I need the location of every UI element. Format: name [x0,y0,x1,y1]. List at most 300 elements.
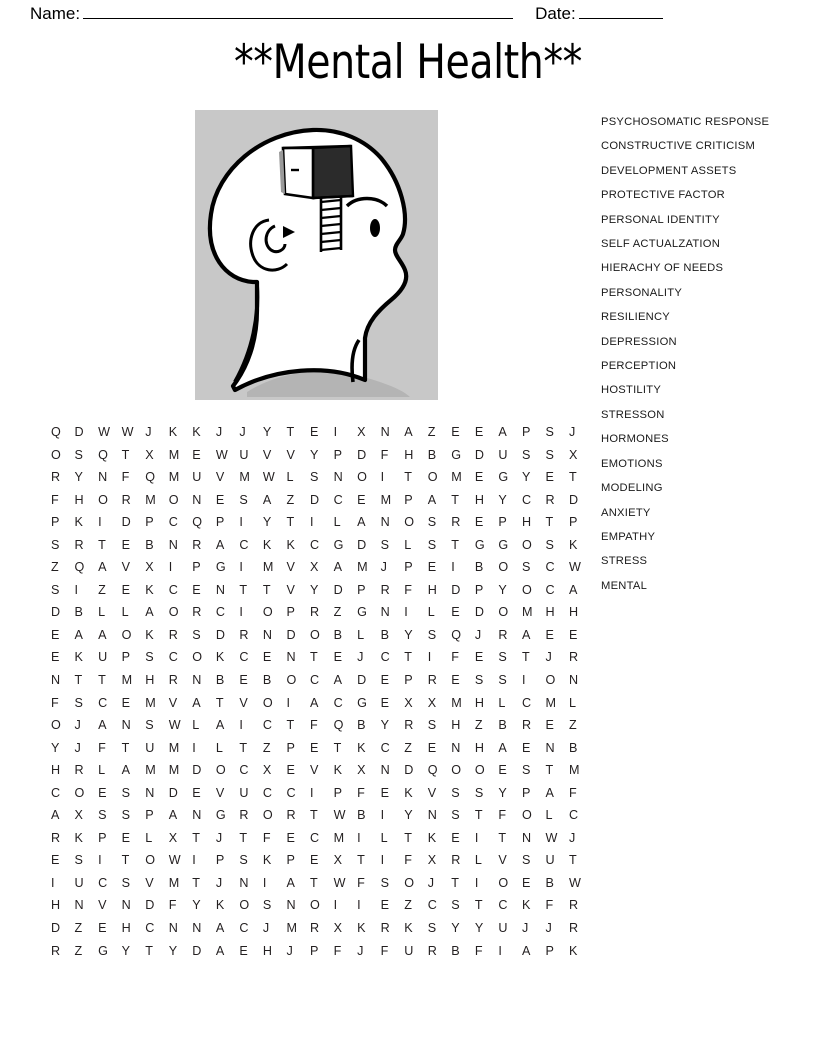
grid-letter[interactable]: O [404,875,414,890]
grid-letter[interactable]: R [51,830,61,845]
word-list-item[interactable]: MODELING [601,482,663,495]
grid-letter[interactable]: T [286,425,295,439]
grid-letter[interactable]: U [74,875,84,890]
grid-letter[interactable]: M [545,695,556,710]
grid-letter[interactable]: D [333,582,343,597]
grid-letter[interactable]: E [333,650,342,665]
grid-letter[interactable]: O [310,627,320,642]
grid-letter[interactable]: J [569,425,576,439]
grid-letter[interactable]: L [569,695,577,710]
grid-letter[interactable]: S [51,582,60,597]
grid-letter[interactable]: A [215,537,225,552]
grid-letter[interactable]: T [192,830,200,845]
grid-letter[interactable]: O [427,470,438,485]
grid-letter[interactable]: S [521,447,531,462]
grid-letter[interactable]: G [474,537,485,552]
grid-letter[interactable]: C [168,650,178,665]
grid-letter[interactable]: M [168,470,180,485]
grid-letter[interactable]: O [357,470,367,485]
grid-letter[interactable]: S [498,650,507,665]
grid-letter[interactable]: R [451,853,461,868]
word-search-grid[interactable] [51,421,593,962]
grid-letter[interactable]: Q [98,447,108,462]
grid-letter[interactable]: X [427,853,437,868]
grid-letter[interactable]: L [404,537,412,552]
grid-letter[interactable]: R [427,943,437,958]
grid-letter[interactable]: C [262,785,273,800]
grid-letter[interactable]: O [121,627,132,642]
grid-letter[interactable]: S [262,898,272,913]
grid-letter[interactable]: N [145,785,155,800]
grid-letter[interactable]: K [404,785,413,800]
grid-letter[interactable]: D [357,537,367,552]
grid-letter[interactable]: S [451,785,460,800]
grid-letter[interactable]: M [286,921,297,936]
grid-letter[interactable]: R [239,808,249,823]
grid-letter[interactable]: U [98,650,108,665]
grid-letter[interactable]: A [427,492,437,507]
grid-letter[interactable]: P [98,830,107,845]
grid-letter[interactable]: E [380,785,390,800]
grid-letter[interactable]: H [404,447,414,462]
grid-letter[interactable]: I [498,943,502,958]
grid-letter[interactable]: V [239,695,248,710]
grid-letter[interactable]: P [121,650,131,665]
grid-letter[interactable]: J [357,943,364,958]
grid-letter[interactable]: O [404,515,414,530]
grid-letter[interactable]: Y [474,921,484,936]
grid-letter[interactable]: M [451,470,462,485]
grid-letter[interactable]: P [521,785,531,800]
grid-letter[interactable]: E [521,740,531,755]
grid-letter[interactable]: K [262,537,272,552]
word-list-item[interactable]: STRESSON [601,408,665,421]
grid-letter[interactable]: O [192,650,203,665]
grid-letter[interactable]: P [51,515,60,530]
grid-letter[interactable]: S [427,921,437,936]
grid-letter[interactable]: M [262,560,274,575]
grid-letter[interactable]: V [145,875,154,890]
grid-letter[interactable]: O [262,808,273,823]
grid-letter[interactable]: G [357,605,367,620]
grid-letter[interactable]: D [569,492,579,507]
grid-letter[interactable]: C [545,582,555,597]
grid-letter[interactable]: I [404,605,408,620]
grid-letter[interactable]: V [498,853,507,868]
grid-letter[interactable]: N [192,492,202,507]
grid-letter[interactable]: D [121,515,131,530]
grid-letter[interactable]: V [286,582,295,597]
grid-letter[interactable]: O [51,447,61,462]
grid-letter[interactable]: S [521,763,531,778]
grid-letter[interactable]: S [310,470,319,485]
grid-letter[interactable]: R [310,605,320,620]
grid-letter[interactable]: S [427,718,437,733]
word-list-item[interactable]: MENTAL [601,579,648,592]
grid-letter[interactable]: E [262,650,272,665]
grid-letter[interactable]: P [286,605,295,620]
grid-letter[interactable]: C [239,763,249,778]
grid-letter[interactable]: Z [333,605,342,620]
grid-letter[interactable]: P [145,515,154,530]
grid-letter[interactable]: L [286,470,294,485]
grid-letter[interactable]: A [286,875,295,890]
grid-letter[interactable]: C [333,695,343,710]
grid-letter[interactable]: S [451,898,460,913]
grid-letter[interactable]: N [286,650,296,665]
grid-letter[interactable]: S [145,650,154,665]
grid-letter[interactable]: T [404,830,412,845]
grid-letter[interactable]: F [357,875,365,890]
grid-letter[interactable]: I [98,515,102,530]
grid-letter[interactable]: E [239,673,248,688]
grid-letter[interactable]: S [121,785,131,800]
grid-letter[interactable]: N [451,740,461,755]
grid-letter[interactable]: E [121,830,131,845]
grid-letter[interactable]: T [239,740,248,755]
grid-letter[interactable]: S [474,673,484,688]
grid-letter[interactable]: K [569,537,578,552]
grid-letter[interactable]: T [569,470,577,485]
grid-letter[interactable]: K [74,830,83,845]
grid-letter[interactable]: T [545,515,554,530]
grid-letter[interactable]: I [451,560,455,575]
grid-letter[interactable]: P [569,515,578,530]
grid-letter[interactable]: K [262,853,272,868]
grid-letter[interactable]: H [427,582,437,597]
grid-letter[interactable]: D [215,627,225,642]
grid-letter[interactable]: B [357,718,366,733]
grid-letter[interactable]: A [74,627,83,642]
grid-letter[interactable]: L [380,830,388,845]
grid-letter[interactable]: T [451,492,459,507]
grid-letter[interactable]: C [521,695,532,710]
grid-letter[interactable]: I [357,830,361,845]
grid-letter[interactable]: F [380,447,389,462]
grid-letter[interactable]: P [333,785,342,800]
grid-letter[interactable]: A [569,582,578,597]
grid-letter[interactable]: M [168,875,180,890]
grid-letter[interactable]: S [239,492,248,507]
grid-letter[interactable]: D [145,898,155,913]
grid-letter[interactable]: B [380,627,390,642]
grid-letter[interactable]: T [74,673,83,688]
grid-letter[interactable]: Y [498,492,507,507]
grid-letter[interactable]: F [333,943,342,958]
grid-letter[interactable]: N [51,673,61,688]
grid-letter[interactable]: I [380,470,385,485]
grid-letter[interactable]: A [51,808,60,823]
grid-letter[interactable]: X [569,447,578,462]
grid-letter[interactable]: I [474,830,479,845]
grid-letter[interactable]: D [357,447,367,462]
grid-letter[interactable]: E [474,425,484,439]
grid-letter[interactable]: I [521,673,526,688]
grid-letter[interactable]: O [451,763,462,778]
word-list-item[interactable]: ANXIETY [601,506,651,519]
grid-letter[interactable]: D [474,605,484,620]
grid-letter[interactable]: K [333,763,342,778]
grid-letter[interactable]: F [357,785,365,800]
grid-letter[interactable]: N [380,763,390,778]
grid-letter[interactable]: A [121,763,131,778]
grid-letter[interactable]: I [380,853,385,868]
grid-letter[interactable]: D [451,582,461,597]
grid-letter[interactable]: M [121,673,133,688]
grid-letter[interactable]: Y [262,425,272,439]
grid-letter[interactable]: E [498,763,507,778]
grid-letter[interactable]: P [404,492,413,507]
grid-letter[interactable]: R [168,627,178,642]
grid-letter[interactable]: L [357,627,365,642]
grid-letter[interactable]: W [545,830,558,845]
grid-letter[interactable]: M [168,763,180,778]
grid-letter[interactable]: R [310,921,320,936]
grid-letter[interactable]: S [451,808,460,823]
grid-letter[interactable]: T [333,740,342,755]
grid-letter[interactable]: E [380,898,390,913]
grid-letter[interactable]: S [521,560,531,575]
grid-letter[interactable]: L [121,605,129,620]
grid-letter[interactable]: R [569,650,579,665]
grid-letter[interactable]: N [239,875,249,890]
grid-letter[interactable]: E [121,695,131,710]
grid-letter[interactable]: T [569,853,577,868]
grid-letter[interactable]: R [51,470,61,485]
grid-letter[interactable]: E [545,627,554,642]
grid-letter[interactable]: K [74,515,83,530]
grid-letter[interactable]: T [98,673,106,688]
grid-letter[interactable]: V [262,447,272,462]
grid-letter[interactable]: B [451,943,460,958]
grid-letter[interactable]: K [74,650,83,665]
grid-letter[interactable]: A [192,695,201,710]
grid-letter[interactable]: F [451,650,459,665]
grid-letter[interactable]: C [145,921,155,936]
grid-letter[interactable]: I [239,718,243,733]
grid-letter[interactable]: J [569,830,576,845]
grid-letter[interactable]: N [168,921,178,936]
grid-letter[interactable]: T [498,830,507,845]
grid-letter[interactable]: B [498,718,507,733]
grid-letter[interactable]: S [498,673,507,688]
grid-letter[interactable]: E [380,695,390,710]
grid-letter[interactable]: O [545,673,556,688]
grid-letter[interactable]: E [474,650,484,665]
grid-letter[interactable]: L [98,763,106,778]
grid-letter[interactable]: R [286,808,296,823]
grid-letter[interactable]: Y [310,582,319,597]
grid-letter[interactable]: H [545,605,555,620]
grid-letter[interactable]: P [286,853,295,868]
grid-letter[interactable]: R [545,492,555,507]
name-write-in-field[interactable] [83,5,513,19]
grid-letter[interactable]: L [145,830,153,845]
grid-letter[interactable]: D [74,425,84,439]
grid-letter[interactable]: K [215,650,225,665]
grid-letter[interactable]: J [145,425,152,439]
grid-letter[interactable]: T [262,582,271,597]
grid-letter[interactable]: O [239,898,250,913]
grid-letter[interactable]: M [145,492,156,507]
grid-letter[interactable]: B [474,560,484,575]
grid-letter[interactable]: S [474,785,484,800]
word-list-item[interactable]: DEVELOPMENT ASSETS [601,164,737,177]
grid-letter[interactable]: V [286,560,295,575]
grid-letter[interactable]: N [286,898,296,913]
grid-letter[interactable]: I [51,875,55,890]
grid-letter[interactable]: B [262,673,272,688]
grid-letter[interactable]: S [545,425,554,439]
grid-letter[interactable]: S [545,447,554,462]
grid-letter[interactable]: R [380,921,390,936]
grid-letter[interactable]: T [474,898,483,913]
grid-letter[interactable]: U [404,943,414,958]
grid-letter[interactable]: Y [404,627,413,642]
grid-letter[interactable]: H [51,763,61,778]
grid-letter[interactable]: A [521,627,531,642]
grid-letter[interactable]: S [545,537,554,552]
grid-letter[interactable]: C [215,605,225,620]
grid-letter[interactable]: S [74,853,83,868]
grid-letter[interactable]: T [286,718,295,733]
grid-letter[interactable]: R [121,492,131,507]
grid-letter[interactable]: N [521,830,532,845]
grid-letter[interactable]: O [498,875,509,890]
grid-letter[interactable]: N [192,673,202,688]
grid-letter[interactable]: B [145,537,154,552]
grid-letter[interactable]: A [333,560,342,575]
grid-letter[interactable]: C [310,830,320,845]
grid-letter[interactable]: E [380,673,390,688]
grid-letter[interactable]: I [239,515,243,530]
grid-letter[interactable]: N [74,898,84,913]
grid-letter[interactable]: A [545,785,554,800]
grid-letter[interactable]: Z [569,718,577,733]
grid-letter[interactable]: E [192,447,201,462]
grid-letter[interactable]: T [286,515,295,530]
grid-letter[interactable]: J [262,921,270,936]
grid-letter[interactable]: D [192,763,202,778]
grid-letter[interactable]: N [192,808,202,823]
grid-letter[interactable]: J [215,425,223,439]
grid-letter[interactable]: R [192,605,202,620]
grid-letter[interactable]: G [333,537,344,552]
grid-letter[interactable]: Y [310,447,319,462]
word-list-item[interactable]: PERSONALITY [601,286,683,299]
grid-letter[interactable]: T [239,830,248,845]
grid-letter[interactable]: S [192,627,201,642]
grid-letter[interactable]: J [74,718,81,733]
grid-letter[interactable]: P [192,560,201,575]
grid-letter[interactable]: N [262,627,273,642]
grid-letter[interactable]: K [357,740,366,755]
grid-letter[interactable]: S [380,537,390,552]
grid-letter[interactable]: D [168,785,178,800]
grid-letter[interactable]: X [262,763,272,778]
grid-letter[interactable]: I [74,582,79,597]
grid-letter[interactable]: J [74,740,81,755]
grid-letter[interactable]: T [239,582,248,597]
grid-letter[interactable]: H [74,492,84,507]
word-list-item[interactable]: PERSONAL IDENTITY [601,213,720,226]
grid-letter[interactable]: E [451,830,460,845]
grid-letter[interactable]: P [521,425,531,439]
grid-letter[interactable]: A [310,695,319,710]
grid-letter[interactable]: K [168,425,178,439]
grid-letter[interactable]: P [545,943,554,958]
grid-letter[interactable]: W [262,470,275,485]
grid-letter[interactable]: Z [404,740,412,755]
grid-letter[interactable]: M [451,695,462,710]
grid-letter[interactable]: G [215,808,226,823]
grid-letter[interactable]: R [404,718,414,733]
grid-letter[interactable]: N [168,537,178,552]
grid-letter[interactable]: R [74,537,84,552]
grid-letter[interactable]: N [569,673,579,688]
grid-letter[interactable]: K [192,425,201,439]
grid-letter[interactable]: I [286,695,290,710]
grid-letter[interactable]: C [168,515,178,530]
grid-letter[interactable]: M [145,695,156,710]
grid-letter[interactable]: D [286,627,296,642]
grid-letter[interactable]: F [498,808,507,823]
grid-letter[interactable]: E [121,537,131,552]
grid-letter[interactable]: S [74,447,83,462]
grid-letter[interactable]: W [333,808,346,823]
grid-letter[interactable]: X [333,853,342,868]
grid-letter[interactable]: A [98,718,107,733]
grid-letter[interactable]: G [498,470,509,485]
grid-letter[interactable]: B [215,673,225,688]
word-list-item[interactable]: HOSTILITY [601,384,662,397]
grid-letter[interactable]: F [569,785,577,800]
grid-letter[interactable]: I [310,515,314,530]
grid-letter[interactable]: Z [74,943,83,958]
grid-letter[interactable]: I [474,875,479,890]
word-list-item[interactable]: PERCEPTION [601,360,677,373]
grid-letter[interactable]: G [357,695,367,710]
grid-letter[interactable]: O [310,898,320,913]
grid-letter[interactable]: Q [51,425,61,439]
grid-letter[interactable]: P [498,515,507,530]
grid-letter[interactable]: U [498,921,508,936]
grid-letter[interactable]: A [333,673,342,688]
grid-letter[interactable]: I [192,740,196,755]
grid-letter[interactable]: P [333,447,342,462]
grid-letter[interactable]: S [239,853,248,868]
grid-letter[interactable]: O [145,853,155,868]
grid-letter[interactable]: T [310,875,318,890]
grid-letter[interactable]: A [498,740,507,755]
grid-letter[interactable]: N [192,921,202,936]
grid-letter[interactable]: F [121,470,130,485]
grid-letter[interactable]: K [569,943,578,958]
grid-letter[interactable]: S [145,718,154,733]
grid-letter[interactable]: N [380,425,390,439]
grid-letter[interactable]: R [74,763,84,778]
grid-letter[interactable]: G [215,560,226,575]
grid-letter[interactable]: B [74,605,83,620]
grid-letter[interactable]: X [427,695,437,710]
grid-letter[interactable]: H [521,515,532,530]
grid-letter[interactable]: F [51,492,59,507]
grid-letter[interactable]: E [51,650,60,665]
grid-letter[interactable]: E [215,492,225,507]
grid-letter[interactable]: L [545,808,553,823]
grid-letter[interactable]: O [262,695,273,710]
grid-letter[interactable]: C [239,650,249,665]
